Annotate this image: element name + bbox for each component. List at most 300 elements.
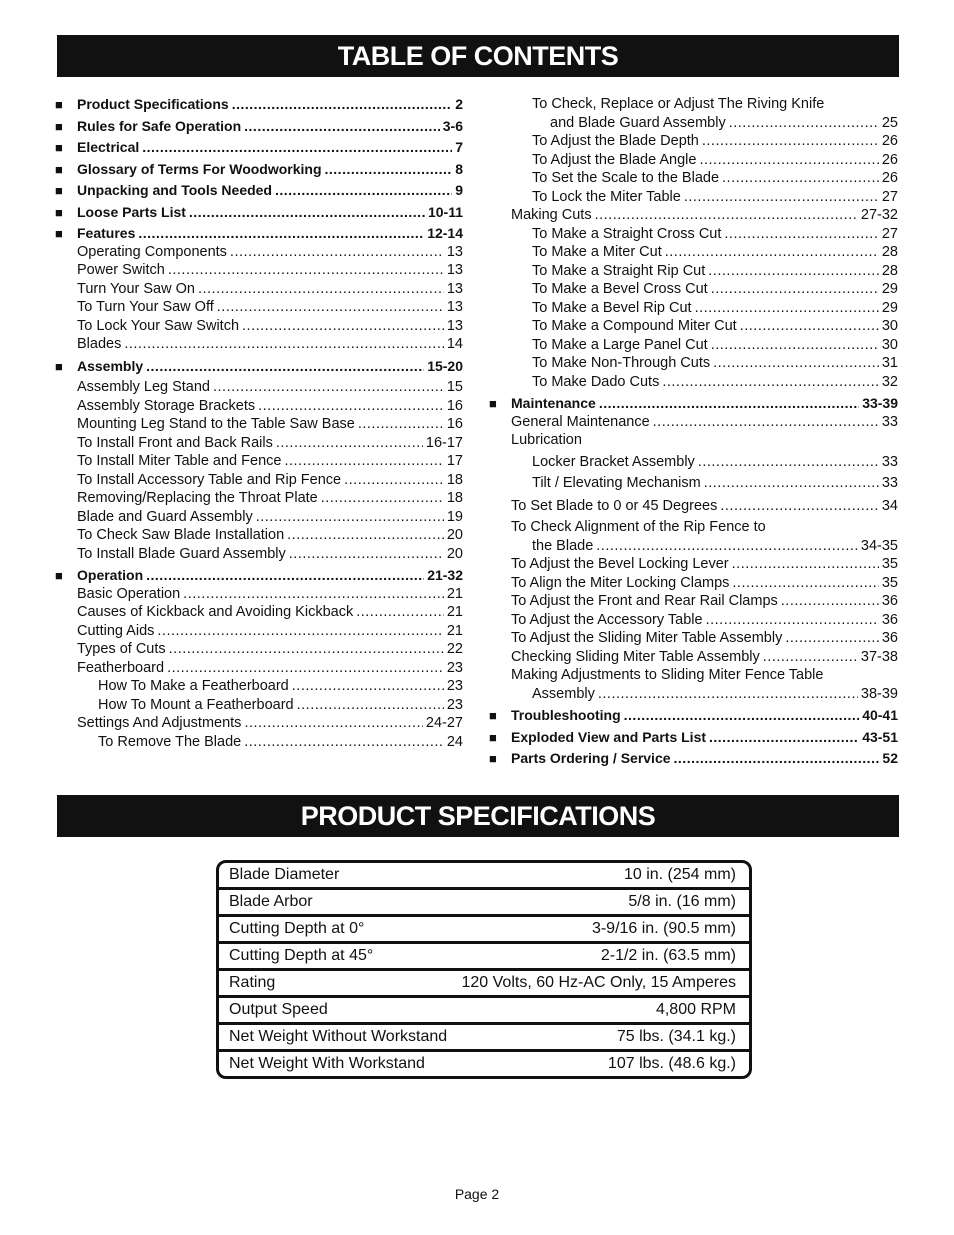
toc-leader-dots [124, 335, 444, 354]
toc-entry [55, 378, 463, 397]
toc-entry-page: 33-39 [862, 395, 898, 411]
toc-entry [55, 261, 463, 280]
toc-leader-dots [297, 696, 444, 715]
toc-entry-title: To Check Alignment of the Rip Fence to [511, 519, 766, 535]
bullet-icon: ■ [55, 226, 63, 241]
toc-entry [489, 299, 898, 318]
toc-entry-title: To Make a Straight Rip Cut [532, 262, 706, 279]
toc-entry [55, 677, 463, 696]
toc-entry-page: 27 [881, 188, 898, 205]
toc-entry-page: 32 [881, 373, 898, 390]
toc-entry-title: Electrical [77, 139, 140, 155]
toc-entry-page: 22 [446, 641, 463, 657]
spec-row [219, 1052, 749, 1076]
toc-leader-dots [713, 354, 879, 373]
toc-section-entry [55, 138, 463, 157]
toc-entry-title: To Make a Bevel Rip Cut [532, 299, 692, 316]
toc-entry-title: Assembly Storage Brackets [77, 397, 256, 414]
toc-entry-page: 24 [446, 733, 463, 750]
toc-entry-page: 36 [881, 611, 898, 628]
toc-entry-page: 10-11 [427, 203, 463, 220]
toc-entry-page: 25 [881, 114, 898, 131]
spec-value: 107 lbs. (48.6 kg.) [607, 1055, 736, 1072]
toc-entry [489, 629, 898, 648]
toc-entry-page: 23 [446, 696, 463, 713]
toc-entry-title: How To Make a Featherboard [98, 678, 289, 694]
toc-entry [55, 696, 463, 715]
spec-row [219, 917, 749, 944]
toc-entry-page: 13 [446, 317, 463, 334]
toc-entry-page: 24-27 [425, 715, 463, 731]
spec-row [219, 1025, 749, 1052]
toc-entry-title: To Adjust the Accessory Table [511, 611, 703, 628]
toc-entry-page: 18 [446, 471, 463, 488]
toc-leader-dots [167, 659, 444, 678]
toc-entry-title: To Install Blade Guard Assembly [77, 545, 286, 562]
toc-entry [489, 453, 898, 472]
toc-entry-page: 16 [446, 397, 463, 414]
toc-entry-page: 26 [881, 151, 898, 168]
toc-entry [55, 526, 463, 545]
toc-entry-title: Locker Bracket Assembly [532, 453, 695, 470]
toc-entry [55, 603, 463, 622]
bullet-icon: ■ [55, 118, 63, 134]
toc-entry-title: To Make a Bevel Cross Cut [532, 281, 708, 297]
toc-entry-page: 36 [881, 593, 898, 609]
toc-entry-title: To Adjust the Blade Angle [532, 151, 697, 168]
toc-entry-page: 23 [446, 678, 463, 694]
toc-entry [489, 243, 898, 262]
toc-entry [489, 648, 898, 667]
toc-leader-dots [169, 640, 444, 659]
toc-entry-page: 28 [881, 244, 898, 260]
toc-entry-page: 21 [446, 622, 463, 639]
toc-entry-page: 3-6 [442, 117, 463, 134]
toc-entry [55, 659, 463, 678]
toc-leader-dots [598, 685, 858, 704]
toc-entry-title: How To Mount a Featherboard [98, 696, 294, 713]
toc-entry-title: Assembly Leg Stand [77, 379, 210, 395]
bullet-icon: ■ [489, 751, 497, 766]
toc-entry-title: Loose Parts List [77, 203, 186, 220]
spec-label: Blade Arbor [229, 893, 313, 910]
toc-entry-title: To Install Miter Table and Fence [77, 453, 282, 469]
bullet-icon: ■ [55, 183, 63, 198]
toc-leader-dots [662, 373, 879, 392]
toc-entry-title: Assembly [532, 685, 595, 702]
toc-leader-dots [596, 537, 858, 556]
toc-entry-page: 29 [881, 281, 898, 297]
spec-label: Blade Diameter [229, 866, 340, 883]
toc-leader-dots [698, 453, 879, 472]
toc-leader-dots [321, 489, 444, 508]
spec-label: Cutting Depth at 45° [229, 947, 374, 964]
toc-entry-title: To Adjust the Blade Depth [532, 133, 699, 149]
toc-right-column [489, 95, 898, 768]
toc-entry-title: To Remove The Blade [98, 733, 242, 750]
toc-leader-dots [146, 357, 424, 376]
toc-entry-page: 8 [455, 160, 463, 177]
toc-leader-dots [275, 181, 452, 200]
toc-entry-title: the Blade [532, 537, 594, 554]
toc-entry-page: 9 [455, 182, 463, 198]
spec-row [219, 890, 749, 917]
toc-leader-dots [292, 677, 444, 696]
toc-entry [55, 640, 463, 659]
toc-entry-page: 38-39 [860, 685, 898, 702]
toc-leader-dots [740, 317, 879, 336]
toc-entry-title: Exploded View and Parts List [511, 728, 707, 745]
toc-entry-page: 15 [446, 379, 463, 395]
toc-entry [55, 243, 463, 262]
toc-leader-dots [724, 225, 878, 244]
spec-value: 4,800 RPM [655, 1001, 736, 1018]
specs-heading-banner [57, 795, 899, 837]
toc-entry-page: 33 [881, 413, 898, 430]
toc-heading: TABLE OF CONTENTS [337, 40, 619, 71]
toc-leader-dots [213, 378, 444, 397]
spec-row [219, 971, 749, 998]
bullet-icon: ■ [55, 140, 63, 155]
toc-leader-dots [287, 526, 444, 545]
toc-entry [55, 714, 463, 733]
toc-heading-banner [57, 35, 899, 77]
toc-leader-dots [720, 497, 879, 516]
toc-entry-page: 20 [446, 527, 463, 543]
toc-section-entry [55, 181, 463, 200]
toc-entry-page: 27 [881, 225, 898, 242]
toc-entry [489, 151, 898, 170]
toc-section-entry [55, 117, 463, 136]
toc-entry-page: 18 [446, 490, 463, 506]
toc-entry-page: 23 [446, 659, 463, 676]
toc-section-entry [55, 203, 463, 222]
toc-entry-title: To Make a Miter Cut [532, 244, 662, 260]
toc-entry-title: General Maintenance [511, 413, 650, 430]
toc-entry [489, 188, 898, 207]
toc-entry-page: 40-41 [862, 707, 898, 723]
toc-entry-page: 13 [446, 243, 463, 260]
bullet-icon: ■ [489, 708, 497, 723]
toc-entry-title: Causes of Kickback and Avoiding Kickback [77, 604, 354, 620]
toc-entry-page: 35 [881, 556, 898, 572]
toc-entry-title: Making Cuts [511, 207, 592, 223]
toc-entry [55, 585, 463, 604]
toc-entry-page: 16-17 [425, 434, 463, 451]
toc-entry-title: Troubleshooting [511, 707, 621, 723]
toc-entry-title: Making Adjustments to Sliding Miter Fence Table [511, 667, 824, 683]
toc-entry-title: To Lock Your Saw Switch [77, 317, 240, 334]
toc-entry-page: 27-32 [860, 207, 898, 223]
toc-entry-page: 33 [881, 475, 898, 491]
toc-section-entry [489, 394, 898, 413]
toc-entry-title: Parts Ordering / Service [511, 750, 671, 766]
toc-leader-dots [684, 188, 879, 207]
toc-leader-dots [344, 471, 444, 490]
toc-entry-title: Mounting Leg Stand to the Table Saw Base [77, 416, 355, 432]
specs-heading: PRODUCT SPECIFICATIONS [300, 800, 656, 831]
toc-entry-page: 15-20 [427, 357, 463, 374]
toc-entry [489, 537, 898, 556]
toc-entry [489, 354, 898, 373]
bullet-icon: ■ [489, 729, 497, 745]
toc-entry [55, 489, 463, 508]
toc-entry-page: 16 [446, 416, 463, 432]
toc-entry-title: Turn Your Saw On [77, 280, 195, 297]
toc-entry-title: Features [77, 225, 136, 241]
toc-entry [489, 574, 898, 593]
toc-section-entry [489, 749, 898, 768]
toc-leader-dots [763, 648, 858, 667]
toc-leader-dots [198, 280, 444, 299]
toc-entry [489, 497, 898, 516]
toc-entry-page: 26 [881, 133, 898, 149]
toc-entry-title: To Make a Large Panel Cut [532, 336, 708, 353]
toc-entry-title: Glossary of Terms For Woodworking [77, 160, 322, 177]
toc-entry [489, 373, 898, 392]
toc-leader-dots [704, 474, 879, 493]
toc-leader-dots [183, 585, 444, 604]
toc-leader-dots [711, 336, 879, 355]
toc-entry [489, 592, 898, 611]
spec-value: 2-1/2 in. (63.5 mm) [600, 947, 736, 964]
toc-entry-page: 13 [446, 280, 463, 297]
toc-entry [489, 114, 898, 133]
toc-entry-title: Power Switch [77, 262, 165, 278]
toc-leader-dots [711, 280, 879, 299]
toc-leader-dots [699, 151, 878, 170]
bullet-icon: ■ [489, 396, 497, 411]
toc-entry-title: Maintenance [511, 395, 596, 411]
toc-entry-page: 37-38 [860, 648, 898, 665]
toc-entry-page: 2 [455, 96, 463, 112]
toc-entry [489, 225, 898, 244]
toc-leader-dots [232, 95, 453, 114]
toc-leader-dots [785, 629, 879, 648]
toc-entry [55, 415, 463, 434]
toc-leader-dots [781, 592, 879, 611]
toc-leader-dots [708, 262, 879, 281]
toc-entry [489, 336, 898, 355]
toc-entry [489, 431, 898, 450]
toc-entry-title: Blades [77, 336, 122, 352]
toc-leader-dots [142, 138, 452, 157]
toc-entry-page: 12-14 [427, 225, 463, 241]
toc-entry-title: Removing/Replacing the Throat Plate [77, 490, 318, 506]
toc-entry-title: Product Specifications [77, 96, 229, 112]
toc-entry [55, 280, 463, 299]
toc-section-entry [55, 566, 463, 585]
toc-entry-page: 14 [446, 336, 463, 352]
toc-leader-dots [244, 117, 440, 136]
toc-entry-page: 30 [881, 318, 898, 334]
toc-entry [55, 452, 463, 471]
toc-entry [55, 317, 463, 336]
toc-leader-dots [244, 714, 422, 733]
toc-leader-dots [706, 611, 879, 630]
toc-entry-title: Blade and Guard Assembly [77, 508, 253, 525]
toc-leader-dots [256, 508, 444, 527]
toc-entry-title: Settings And Adjustments [77, 715, 242, 731]
toc-leader-dots [325, 160, 453, 179]
toc-entry-page: 43-51 [862, 728, 898, 745]
toc-entry [489, 317, 898, 336]
toc-entry [55, 622, 463, 641]
toc-leader-dots [729, 114, 879, 133]
toc-leader-dots [709, 728, 859, 747]
toc-entry-title: To Check Saw Blade Installation [77, 527, 285, 543]
spec-row [219, 863, 749, 890]
toc-leader-dots [242, 317, 444, 336]
toc-section-entry [489, 728, 898, 747]
toc-entry-page: 13 [446, 262, 463, 278]
toc-leader-dots [276, 434, 423, 453]
toc-section-entry [55, 357, 463, 376]
toc-leader-dots [146, 566, 424, 585]
toc-leader-dots [258, 397, 444, 416]
toc-leader-dots [722, 169, 879, 188]
toc-entry-page: 34 [881, 497, 898, 514]
toc-leader-dots [624, 706, 860, 725]
toc-leader-dots [595, 206, 858, 225]
toc-entry-title: Operation [77, 567, 144, 583]
toc-entry-title: To Adjust the Front and Rear Rail Clamps [511, 593, 778, 609]
spec-label: Net Weight With Workstand [229, 1055, 425, 1072]
toc-leader-dots [289, 545, 444, 564]
toc-entry [489, 666, 898, 685]
toc-entry-title: To Make a Straight Cross Cut [532, 225, 722, 242]
toc-entry-page: 31 [881, 355, 898, 371]
bullet-icon: ■ [55, 358, 63, 374]
spec-label: Cutting Depth at 0° [229, 920, 365, 937]
toc-leader-dots [358, 415, 444, 434]
toc-entry-title: To Make Dado Cuts [532, 373, 660, 390]
toc-entry-page: 26 [881, 170, 898, 186]
toc-entry-title: To Make Non-Through Cuts [532, 355, 711, 371]
toc-entry-page: 30 [881, 336, 898, 353]
spec-value: 75 lbs. (34.1 kg.) [616, 1028, 736, 1045]
toc-entry [489, 611, 898, 630]
toc-entry-title: Tilt / Elevating Mechanism [532, 475, 701, 491]
toc-entry-page: 33 [881, 453, 898, 470]
spec-row [219, 998, 749, 1025]
toc-entry [489, 132, 898, 151]
toc-entry-title: and Blade Guard Assembly [550, 114, 726, 131]
toc-entry [55, 545, 463, 564]
toc-leader-dots [217, 298, 444, 317]
toc-entry-title: To Set Blade to 0 or 45 Degrees [511, 497, 718, 514]
toc-leader-dots [695, 299, 879, 318]
spec-value: 10 in. (254 mm) [623, 866, 736, 883]
toc-leader-dots [599, 394, 859, 413]
toc-entry-page: 21-32 [427, 567, 463, 583]
spec-value: 3-9/16 in. (90.5 mm) [591, 920, 736, 937]
toc-entry-page: 7 [455, 139, 463, 155]
toc-entry-title: To Check, Replace or Adjust The Riving Knife [532, 96, 825, 112]
toc-entry-title: Operating Components [77, 243, 227, 260]
toc-entry-title: Featherboard [77, 659, 165, 676]
specs-table [216, 860, 752, 1079]
toc-section-entry [489, 706, 898, 725]
toc-entry [489, 413, 898, 432]
toc-entry-title: To Install Accessory Table and Rip Fence [77, 471, 342, 488]
toc-leader-dots [653, 413, 879, 432]
toc-entry-title: To Adjust the Bevel Locking Lever [511, 556, 729, 572]
toc-entry-title: Assembly [77, 357, 144, 374]
toc-section-entry [55, 95, 463, 114]
toc-entry [55, 298, 463, 317]
toc-entry [489, 206, 898, 225]
toc-entry [489, 685, 898, 704]
toc-entry-page: 20 [446, 545, 463, 562]
toc-section-entry [55, 160, 463, 179]
spec-label: Rating [229, 974, 276, 991]
toc-leader-dots [674, 749, 880, 768]
toc-entry-title: To Align the Miter Locking Clamps [511, 574, 730, 591]
spec-value: 5/8 in. (16 mm) [628, 893, 736, 910]
toc-leader-dots [138, 224, 424, 243]
toc-leader-dots [732, 555, 879, 574]
toc-entry-title: Basic Operation [77, 585, 181, 602]
toc-entry-title: To Lock the Miter Table [532, 188, 681, 205]
toc-entry [489, 169, 898, 188]
toc-entry-title: To Make a Compound Miter Cut [532, 318, 737, 334]
toc-left-column [55, 95, 463, 751]
toc-entry-page: 17 [446, 453, 463, 469]
toc-entry-page: 13 [446, 299, 463, 315]
toc-entry-title: Unpacking and Tools Needed [77, 182, 272, 198]
toc-entry [55, 335, 463, 354]
toc-entry [55, 471, 463, 490]
bullet-icon: ■ [55, 161, 63, 177]
spec-row [219, 944, 749, 971]
toc-entry [55, 434, 463, 453]
toc-entry-page: 36 [881, 630, 898, 646]
bullet-icon: ■ [55, 204, 63, 220]
toc-entry-title: To Turn Your Saw Off [77, 299, 214, 315]
toc-entry-title: Lubrication [511, 432, 582, 448]
toc-entry-page: 29 [881, 299, 898, 316]
toc-leader-dots [284, 452, 443, 471]
toc-section-entry [55, 224, 463, 243]
toc-entry-title: To Adjust the Sliding Miter Table Assembly [511, 630, 783, 646]
bullet-icon: ■ [55, 97, 63, 112]
bullet-icon: ■ [55, 568, 63, 583]
toc-entry [55, 733, 463, 752]
toc-leader-dots [356, 603, 444, 622]
toc-entry [489, 95, 898, 114]
toc-entry [55, 397, 463, 416]
spec-label: Net Weight Without Workstand [229, 1028, 448, 1045]
toc-entry-title: To Set the Scale to the Blade [532, 170, 720, 186]
toc-leader-dots [732, 574, 878, 593]
toc-entry-title: To Install Front and Back Rails [77, 434, 273, 451]
toc-entry-page: 35 [881, 574, 898, 591]
toc-leader-dots [189, 203, 425, 222]
toc-entry-title: Types of Cuts [77, 641, 166, 657]
toc-entry-title: Checking Sliding Miter Table Assembly [511, 648, 760, 665]
toc-leader-dots [244, 733, 444, 752]
toc-entry-title: Cutting Aids [77, 622, 155, 639]
toc-entry [55, 508, 463, 527]
toc-leader-dots [230, 243, 444, 262]
spec-value: 120 Volts, 60 Hz-AC Only, 15 Amperes [461, 974, 736, 991]
toc-entry-page: 28 [881, 262, 898, 279]
spec-label: Output Speed [229, 1001, 328, 1018]
toc-entry-page: 21 [446, 585, 463, 602]
page-number: Page 2 [454, 1186, 500, 1202]
toc-entry [489, 262, 898, 281]
